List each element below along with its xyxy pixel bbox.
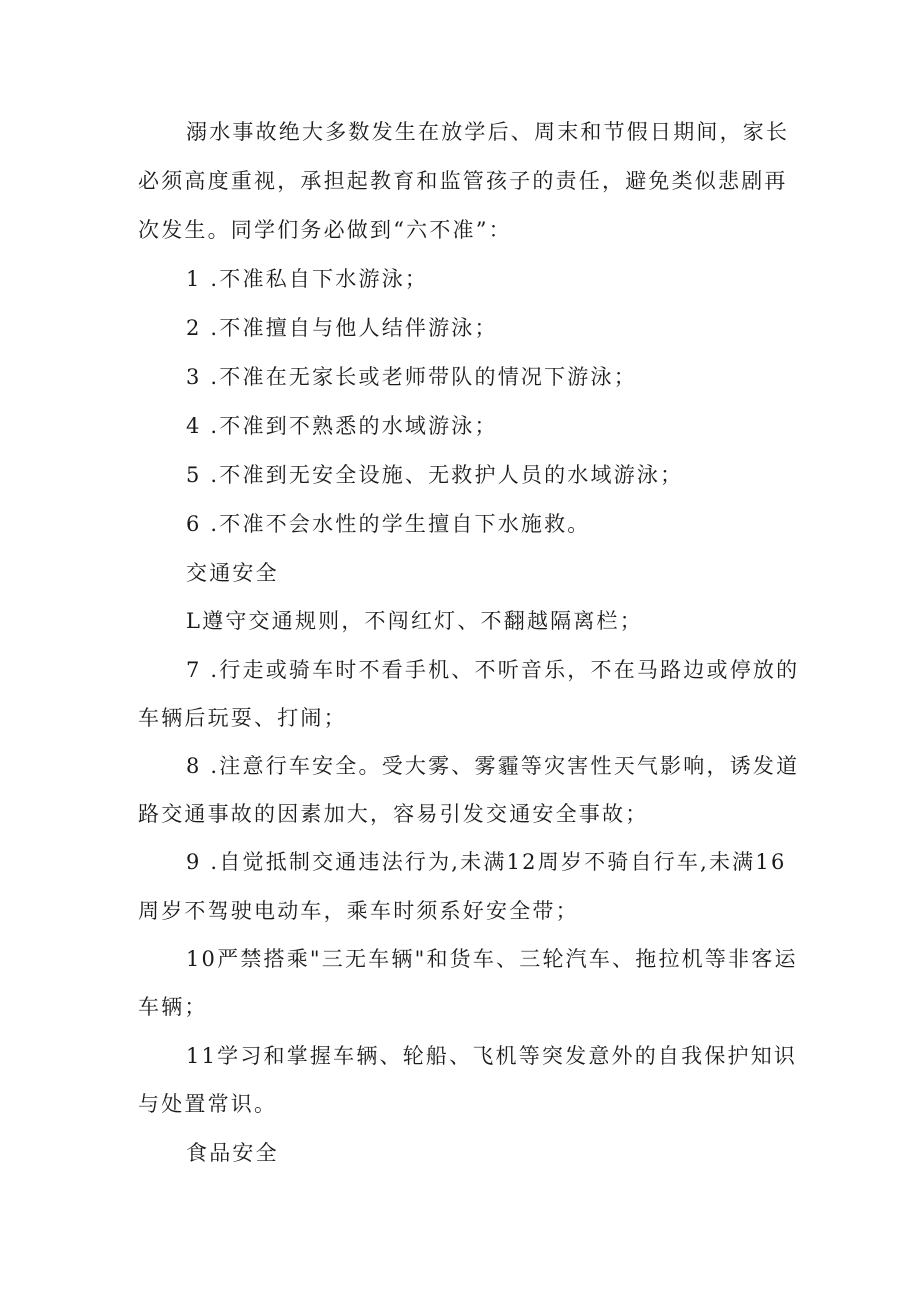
paragraph-line: 必须高度重视，承担起教育和监管孩子的责任，避免类似悲剧再: [138, 169, 788, 193]
list-item-continuation: 车辆；: [138, 995, 208, 1019]
list-item: 4 .不准到不熟悉的水域游泳；: [186, 414, 498, 438]
list-item: 5 .不准到无安全设施、无救护人员的水域游泳；: [186, 463, 684, 487]
list-item: 11学习和掌握车辆、轮船、飞机等突发意外的自我保护知识: [186, 1044, 798, 1068]
section-heading: 食品安全: [186, 1141, 279, 1165]
list-item: 9 .自觉抵制交通违法行为,未满12周岁不骑自行车,未满16: [186, 850, 787, 874]
list-item: 2 .不准擅自与他人结伴游泳；: [186, 316, 498, 340]
list-item-continuation: 车辆后玩耍、打闹；: [138, 706, 347, 730]
list-item-continuation: 周岁不驾驶电动车，乘车时须系好安全带；: [138, 899, 579, 923]
list-item-continuation: 路交通事故的因素加大，容易引发交通安全事故；: [138, 802, 649, 826]
list-item: L遵守交通规则，不闯红灯、不翻越隔离栏；: [186, 609, 643, 633]
list-item: 6 .不准不会水性的学生擅自下水施救。: [186, 512, 591, 536]
paragraph-line: 次发生。同学们务必做到“六不准”：: [138, 218, 512, 242]
list-item: 7 .行走或骑车时不看手机、不听音乐，不在马路边或停放的: [186, 658, 800, 682]
list-item: 1 .不准私自下水游泳；: [186, 267, 429, 291]
list-item: 3 .不准在无家长或老师带队的情况下游泳；: [186, 365, 637, 389]
list-item-continuation: 与处置常识。: [138, 1092, 278, 1116]
list-item: 10严禁搭乘"三无车辆"和货车、三轮汽车、拖拉机等非客运: [186, 947, 798, 971]
section-heading: 交通安全: [186, 561, 279, 585]
paragraph-line: 溺水事故绝大多数发生在放学后、周末和节假日期间，家长: [186, 120, 790, 144]
list-item: 8 .注意行车安全。受大雾、雾霾等灾害性天气影响，诱发道: [186, 754, 800, 778]
